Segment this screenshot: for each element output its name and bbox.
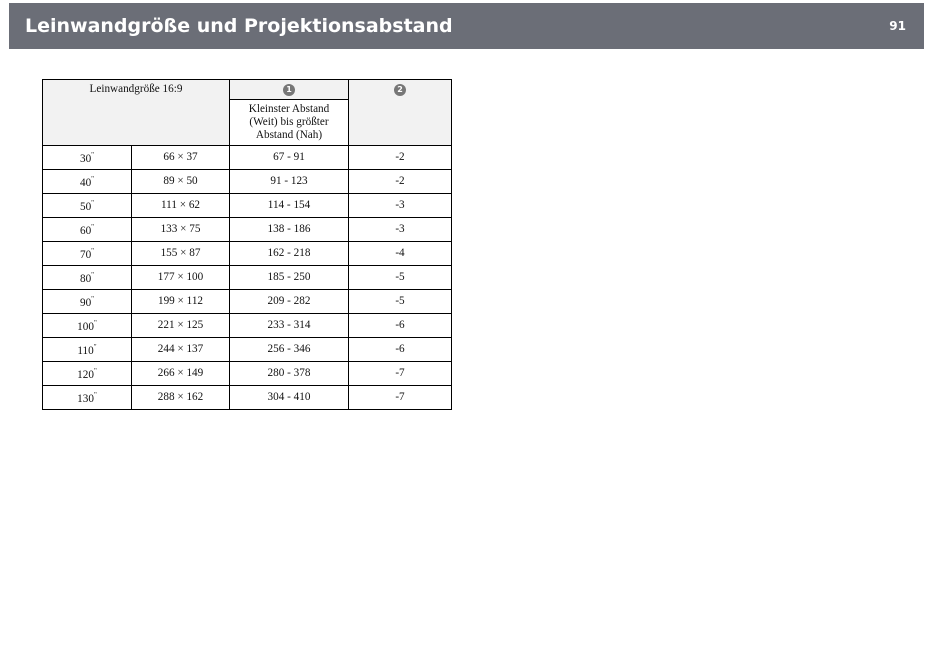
distance-range-cell: 114 - 154 [230, 194, 349, 218]
screen-diagonal-cell [43, 386, 132, 410]
screen-dimensions-cell: 133 × 75 [132, 218, 230, 242]
offset-cell: -6 [349, 314, 452, 338]
page-title: Leinwandgröße und Projektionsabstand [25, 15, 453, 37]
distance-range-cell: 256 - 346 [230, 338, 349, 362]
offset-cell: -7 [349, 362, 452, 386]
table-row [43, 362, 452, 386]
screen-diagonal-value: 90 [79, 297, 92, 309]
inch-mark: " [91, 199, 95, 207]
offset-cell: -5 [349, 290, 452, 314]
table-row [43, 338, 452, 362]
distance-range-cell: 304 - 410 [230, 386, 349, 410]
page-number: 91 [889, 19, 906, 33]
screen-diagonal-value: 130 [77, 393, 94, 405]
distance-range-cell: 233 - 314 [230, 314, 349, 338]
screen-diagonal-value: 110 [77, 345, 94, 357]
screen-dimensions-cell: 155 × 87 [132, 242, 230, 266]
screen-dimensions-cell: 288 × 162 [132, 386, 230, 410]
inch-mark: " [93, 367, 97, 375]
screen-diagonal-cell [43, 146, 132, 170]
offset-cell: -4 [349, 242, 452, 266]
number-1-icon: 1 [283, 84, 295, 96]
inch-mark: " [91, 247, 95, 255]
distance-range-cell: 67 - 91 [230, 146, 349, 170]
offset-cell: -6 [349, 338, 452, 362]
table-row [43, 386, 452, 410]
screen-diagonal-cell [43, 194, 132, 218]
distance-range-cell: 185 - 250 [230, 266, 349, 290]
inch-mark: " [93, 343, 97, 351]
column-marker-2 [349, 80, 452, 146]
table-row [43, 314, 452, 338]
screen-diagonal-cell [43, 362, 132, 386]
projection-distance-table [42, 79, 452, 410]
screen-diagonal-value: 50 [79, 201, 92, 213]
screen-dimensions-cell: 111 × 62 [132, 194, 230, 218]
inch-mark: " [91, 295, 95, 303]
page-header [9, 3, 924, 49]
screen-dimensions-cell: 244 × 137 [132, 338, 230, 362]
inch-mark: " [91, 175, 95, 183]
offset-cell: -3 [349, 218, 452, 242]
table-row [43, 146, 452, 170]
distance-range-cell: 91 - 123 [230, 170, 349, 194]
screen-diagonal-cell [43, 242, 132, 266]
offset-cell: -2 [349, 170, 452, 194]
offset-cell: -7 [349, 386, 452, 410]
screen-diagonal-value: 70 [79, 249, 92, 261]
table-row [43, 218, 452, 242]
table-row [43, 290, 452, 314]
offset-cell: -2 [349, 146, 452, 170]
screen-diagonal-value: 120 [77, 369, 94, 381]
table-row [43, 194, 452, 218]
screen-dimensions-cell: 66 × 37 [132, 146, 230, 170]
screen-diagonal-value: 100 [77, 321, 94, 333]
distance-range-cell: 162 - 218 [230, 242, 349, 266]
inch-mark: " [91, 151, 95, 159]
screen-diagonal-cell [43, 170, 132, 194]
distance-range-header: Kleinster Abstand (Weit) bis größter Abstand (Nah) [230, 100, 349, 146]
inch-mark: " [93, 319, 97, 327]
table-row [43, 170, 452, 194]
screen-diagonal-cell [43, 218, 132, 242]
distance-range-cell: 209 - 282 [230, 290, 349, 314]
screen-diagonal-cell [43, 266, 132, 290]
number-2-icon: 2 [394, 84, 406, 96]
inch-mark: " [93, 391, 97, 399]
table-body [43, 146, 452, 410]
screen-diagonal-cell [43, 338, 132, 362]
screen-diagonal-value: 30 [79, 153, 92, 165]
table-row [43, 266, 452, 290]
screen-dimensions-cell: 266 × 149 [132, 362, 230, 386]
inch-mark: " [91, 271, 95, 279]
screen-diagonal-value: 40 [79, 177, 92, 189]
screen-dimensions-cell: 221 × 125 [132, 314, 230, 338]
screen-diagonal-cell [43, 314, 132, 338]
inch-mark: " [91, 223, 95, 231]
screen-diagonal-value: 80 [79, 273, 92, 285]
distance-range-cell: 138 - 186 [230, 218, 349, 242]
offset-cell: -3 [349, 194, 452, 218]
offset-cell: -5 [349, 266, 452, 290]
screen-dimensions-cell: 199 × 112 [132, 290, 230, 314]
screen-dimensions-cell: 177 × 100 [132, 266, 230, 290]
distance-range-cell: 280 - 378 [230, 362, 349, 386]
screen-size-header: Leinwandgröße 16:9 [43, 80, 230, 146]
screen-dimensions-cell: 89 × 50 [132, 170, 230, 194]
screen-diagonal-value: 60 [79, 225, 92, 237]
column-marker-1 [230, 80, 349, 100]
table-row [43, 242, 452, 266]
screen-diagonal-cell [43, 290, 132, 314]
